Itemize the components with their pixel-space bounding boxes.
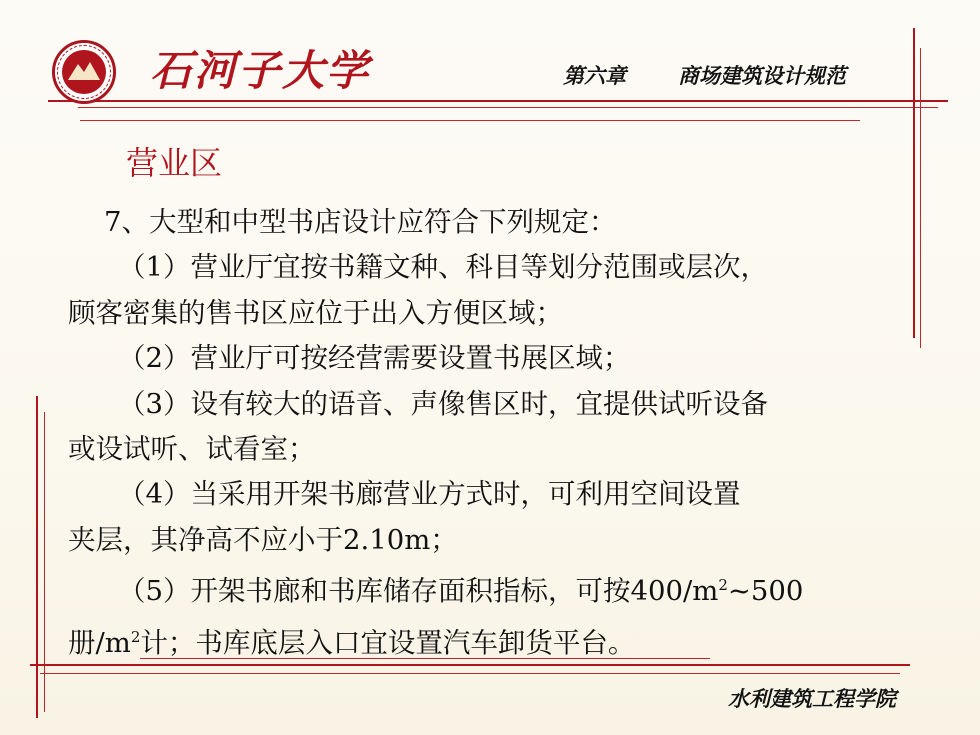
footer-school: 水利建筑工程学院 (728, 687, 896, 711)
university-name: 石河子大学 (150, 46, 371, 95)
item-3-line-1: （3）设有较大的语音、声像售区时，宜提供试听设备 (118, 387, 768, 420)
header-divider-thin-2 (80, 120, 860, 121)
left-vertical-rule-thin (44, 412, 45, 712)
item-4-line-1: （4）当采用开架书廊营业方式时，可利用空间设置 (118, 478, 741, 511)
item-5-text-d: 计；书库底层入口宜设置汽车卸货平台。 (140, 626, 636, 659)
item-5-text-a: （5）开架书廊和书库储存面积指标，可按400/m (118, 575, 719, 608)
right-vertical-rule (913, 28, 915, 338)
university-logo (52, 40, 116, 104)
item-4-line-2: 夹层，其净高不应小于2.10m； (68, 523, 458, 556)
item-5-line-1 (68, 563, 898, 615)
item-1-line-2: 顾客密集的售书区应位于出入方便区域； (68, 296, 563, 329)
section-title: 营业区 (126, 144, 223, 182)
item-5-line-2 (68, 615, 898, 667)
item-3-line-2: 或设试听、试看室； (68, 433, 316, 466)
item-5-sup-a: 2 (718, 576, 728, 595)
item-5-text-b: ~500 (727, 575, 804, 608)
item-2-line-1: （2）营业厅可按经营需要设置书展区域； (118, 342, 631, 375)
item-5-text-c: 册/m (68, 626, 131, 659)
footer-divider-thin (40, 673, 900, 674)
slide-body (68, 200, 898, 666)
intro-line: 7、大型和中型书店设计应符合下列规定： (104, 206, 617, 238)
left-vertical-rule (36, 396, 38, 718)
header-divider-thin (78, 107, 938, 108)
chapter-title: 商场建筑设计规范 (678, 64, 846, 88)
header-divider (48, 100, 948, 102)
chapter-number: 第六章 (563, 64, 626, 88)
right-vertical-rule-thin (920, 48, 921, 348)
item-5-sup-b: 2 (130, 627, 141, 646)
item-1-line-1: （1）营业厅宜按书籍文种、科目等划分范围或层次， (118, 251, 768, 284)
